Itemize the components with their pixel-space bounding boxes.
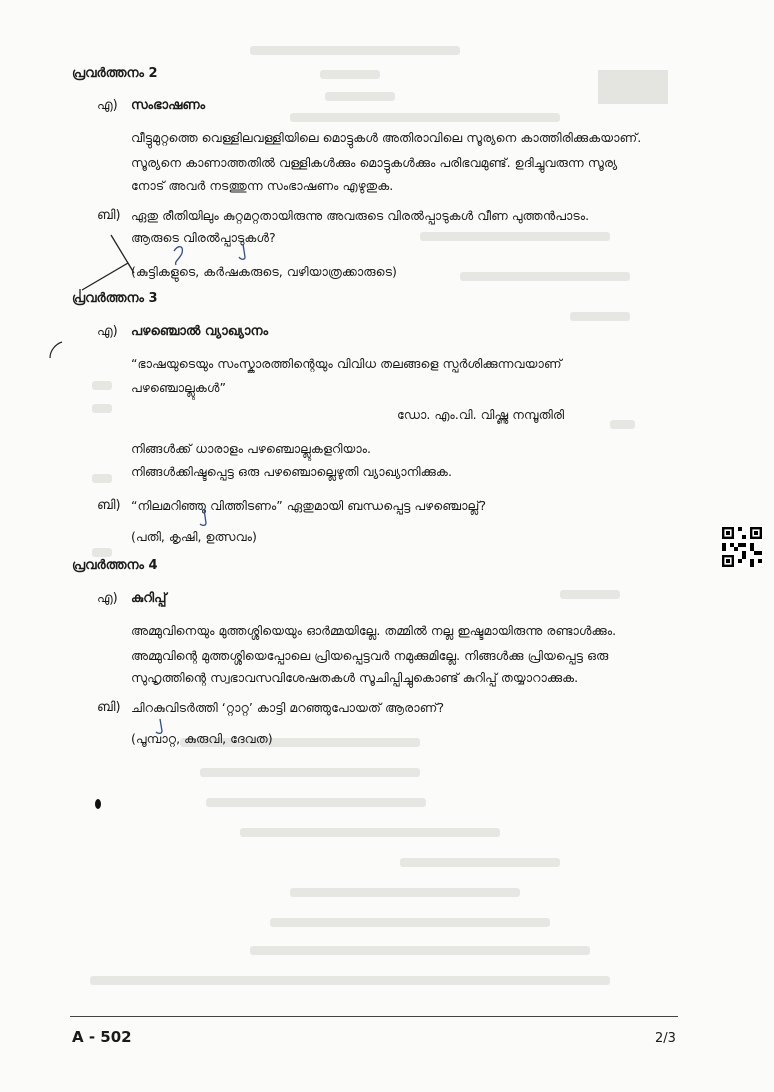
activity-3-a-quote-1: “ഭാഷയുടെയും സംസ്കാരത്തിന്റെയും വിവിധ തലങ്ങളെ സ്പർശിക്കുന്നവയാണ് — [131, 356, 562, 371]
footer-divider — [70, 1016, 678, 1017]
activity-2-a-label: എ) — [97, 98, 118, 113]
activity-4-a-heading: കുറിപ്പ് — [131, 591, 167, 606]
activity-4-title: പ്രവർത്തനം 4 — [72, 558, 158, 573]
activity-4-b-line-1: ചിറകുവിടർത്തി ‘റ്റാറ്റ’ കാട്ടി മറഞ്ഞുപോയത് ആരാണ്? — [131, 700, 445, 715]
activity-4-b-label: ബി) — [97, 700, 121, 715]
activity-2-b-line-1: ഏതു രീതിയിലും കുറ്റമറ്റതായിരുന്നു അവരുടെ വിരൽപ്പാടുകൾ വീണ പുത്തൻപാടം. — [131, 208, 590, 223]
activity-2-a-line-2: സൂര്യനെ കാണാത്തതിൽ വള്ളികൾക്കും മൊട്ടുകൾക്കും പരിഭവമുണ്ട്. ഉദിച്ചുവരുന്ന സൂര്യ — [131, 155, 618, 170]
page-number: 2/3 — [655, 1031, 676, 1046]
activity-4-a-label: എ) — [97, 591, 118, 606]
activity-4-a-line-3: സുഹൃത്തിന്റെ സ്വഭാവസവിശേഷതകൾ സൂചിപ്പിച്ചുകൊണ്ട് കുറിപ്പ് തയ്യാറാക്കുക. — [131, 670, 579, 685]
activity-4-b-options: (പൂമ്പാറ്റ, കുരുവി, ദേവത) — [131, 731, 273, 746]
activity-3-a-line-1: നിങ്ങൾക്ക് ധാരാളം പഴഞ്ചൊല്ലുകളറിയാം. — [131, 441, 372, 456]
activity-2-b-label: ബി) — [97, 208, 121, 223]
activity-3-b-label: ബി) — [97, 498, 121, 513]
activity-3-b-line-1: “നിലമറിഞ്ഞു വിത്തിടണം” ഏതുമായി ബന്ധപ്പെട്ട പഴഞ്ചൊല്ല്? — [131, 498, 487, 513]
activity-2-a-line-3: നോട് അവർ നടത്തുന്ന സംഭാഷണം എഴുതുക. — [131, 178, 394, 193]
activity-3-a-quote-2: പഴഞ്ചൊല്ലുകൾ” — [131, 380, 227, 395]
paper-code: A - 502 — [72, 1028, 132, 1046]
activity-4-a-line-1: അമ്മുവിനെയും മുത്തശ്ശിയെയും ഓർമ്മയില്ലേ. തമ്മിൽ നല്ല ഇഷ്ടമായിരുന്നു രണ്ടാൾക്കും. — [131, 623, 617, 638]
activity-2-a-heading: സംഭാഷണം — [131, 98, 206, 113]
activity-3-a-attribution: ഡോ. എം.വി. വിഷ്ണു നമ്പൂതിരി — [397, 407, 565, 422]
activity-3-title: പ്രവർത്തനം 3 — [72, 291, 158, 306]
activity-2-title: പ്രവർത്തനം 2 — [72, 66, 158, 81]
activity-3-b-options: (പതി, കൃഷി, ഉത്സവം) — [131, 529, 257, 544]
qr-code — [722, 527, 762, 567]
activity-2-b-line-2: ആരുടെ വിരൽപ്പാടുകൾ? — [131, 230, 276, 245]
activity-4-a-line-2: അമ്മുവിന്റെ മുത്തശ്ശിയെപ്പോലെ പ്രിയപ്പെട്ടവർ നമുക്കുമില്ലേ. നിങ്ങൾക്കു പ്രിയപ്പെട്ട ഒരു — [131, 648, 609, 663]
activity-3-a-label: എ) — [97, 324, 118, 339]
activity-3-a-line-2: നിങ്ങൾക്കിഷ്ടപ്പെട്ട ഒരു പഴഞ്ചൊല്ലെഴുതി വ്യാഖ്യാനിക്കുക. — [131, 464, 452, 479]
activity-2-b-options: (കുട്ടികളുടെ, കർഷകരുടെ, വഴിയാത്രക്കാരുടെ) — [131, 264, 397, 279]
activity-3-a-heading: പഴഞ്ചൊൽ വ്യാഖ്യാനം — [131, 324, 269, 339]
activity-2-a-line-1: വീട്ടുമുറ്റത്തെ വെള്ളിലവള്ളിയിലെ മൊട്ടുകൾ അതിരാവിലെ സൂര്യനെ കാത്തിരിക്കുകയാണ്. — [131, 130, 642, 145]
